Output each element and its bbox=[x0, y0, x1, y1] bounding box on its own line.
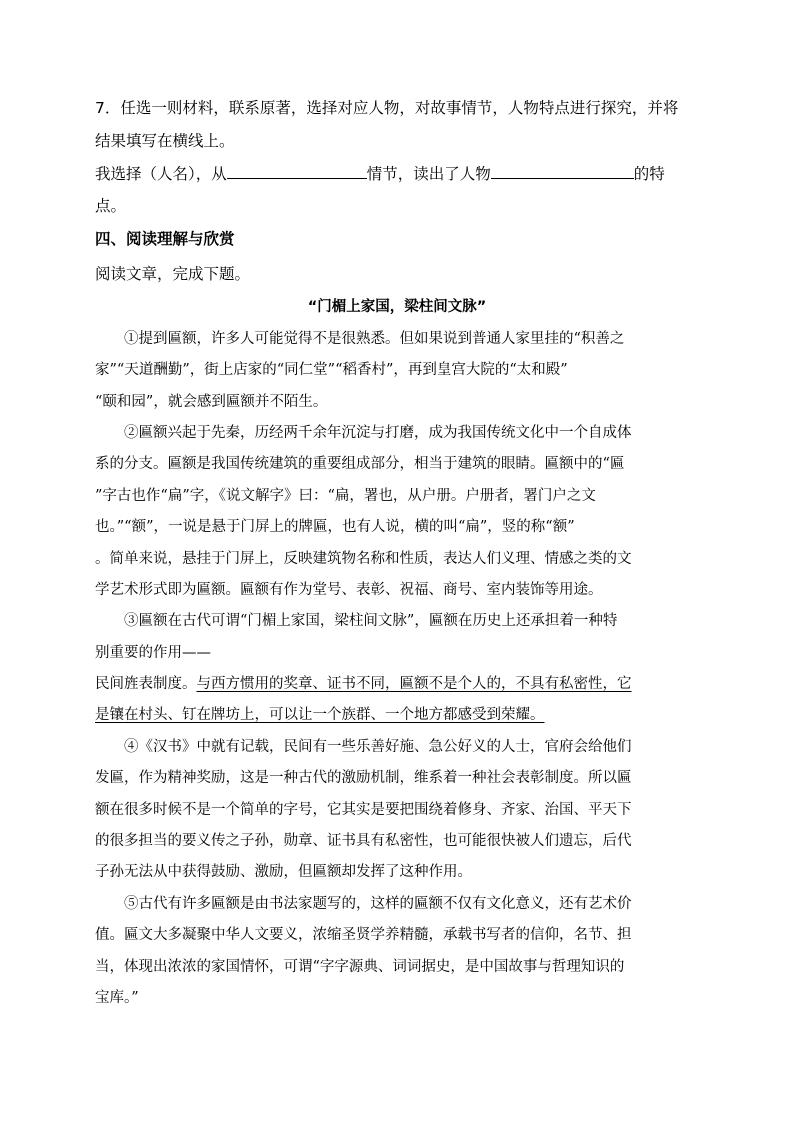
answer-middle: 情节，读出了人物 bbox=[366, 165, 491, 183]
paragraph-line: ③匾额在古代可谓“门楣上家国，梁柱间文脉”，匾额在历史上还承担着一种特 bbox=[124, 613, 618, 629]
trait-blank[interactable] bbox=[491, 162, 634, 179]
paragraph-line: 发匾，作为精神奖励，这是一种古代的激励机制，维系着一种社会表彰制度。所以匾 bbox=[95, 770, 632, 786]
article-title: “门楣上家国，梁柱间文脉” bbox=[307, 299, 487, 315]
paragraph-line: ④《汉书》中就有记载，民间有一些乐善好施、急公好义的人士，官府会给他们 bbox=[124, 739, 632, 755]
answer-suffix: 的特 bbox=[633, 165, 665, 183]
paragraph-line: 宝库。” bbox=[95, 990, 139, 1006]
underlined-text: 与西方惯用的奖章、证书不同，匾额不是个人的，不具有私密性，它 bbox=[196, 676, 632, 692]
paragraph-line: 系的分支。匾额是我国传统建筑的重要组成部分，相当于建筑的眼睛。匾额中的“匾 bbox=[95, 456, 625, 472]
underlined-text: 是镶在村头、钉在牌坊上，可以让一个族群、一个地方都感受到荣耀。 bbox=[95, 707, 545, 723]
paragraph-line: ②匾额兴起于先秦，历经两千余年沉淀与打磨，成为我国传统文化中一个自成体 bbox=[124, 425, 632, 441]
paragraph-line: 的很多担当的要义传之子孙，勋章、证书具有私密性，也可能很快被人们遗忘，后代 bbox=[95, 833, 632, 849]
paragraph-line: 值。匾文大多凝聚中华人文要义，浓缩圣贤学养精髓，承载书写者的信仰，名节、担 bbox=[95, 927, 632, 943]
answer-prefix: 我选择（人名），从 bbox=[95, 165, 227, 183]
paragraph-line: “颐和园”，就会感到匾额并不陌生。 bbox=[95, 394, 328, 410]
paragraph-line: 也。”“额”，一说是悬于门屏上的牌匾，也有人说，横的叫“扁”，竖的称“额” bbox=[95, 519, 575, 535]
question-7-answer-end: 点。 bbox=[95, 197, 127, 215]
paragraph-line: 当，体现出浓浓的家国情怀，可谓“字字源典、词词据史，是中国故事与哲理知识的 bbox=[95, 959, 625, 975]
paragraph-line: ”字古也作“扁”字，《说文解字》曰：“扁，署也，从户册。户册者，署门户之文 bbox=[95, 488, 596, 504]
paragraph-line: ①提到匾额，许多人可能觉得不是很熟悉。但如果说到普通人家里挂的“积善之 bbox=[124, 331, 625, 347]
section-instruction: 阅读文章，完成下题。 bbox=[95, 265, 251, 283]
plot-blank[interactable] bbox=[227, 162, 367, 179]
plain-text: 民间旌表制度。 bbox=[95, 676, 197, 692]
question-7-text-line1: 7．任选一则材料，联系原著，选择对应人物，对故事情节，人物特点进行探究，并将 bbox=[95, 99, 679, 117]
question-7-text-line2: 结果填写在横线上。 bbox=[95, 132, 235, 150]
paragraph-line: ⑤古代有许多匾额是由书法家题写的，这样的匾额不仅有文化意义，还有艺术价 bbox=[124, 896, 632, 912]
paragraph-line: 别重要的作用—— bbox=[95, 645, 211, 661]
question-7-answer-line bbox=[95, 162, 665, 184]
paragraph-line: 家”“天道酬勤”，街上店家的“同仁堂”“稻香村”，再到皇宫大院的“太和殿” bbox=[95, 362, 568, 378]
paragraph-line: 额在很多时候不是一个简单的字号，它其实是要把围绕着修身、齐家、治国、平天下 bbox=[95, 802, 632, 818]
section-heading: 四、阅读理解与欣赏 bbox=[95, 230, 235, 248]
paragraph-line: 子孙无法从中获得鼓励、激励，但匾额却发挥了这种作用。 bbox=[95, 864, 472, 880]
paragraph-line: 。简单来说，悬挂于门屏上，反映建筑物名称和性质，表达人们义理、情感之类的文 bbox=[95, 551, 632, 567]
paragraph-line bbox=[95, 672, 632, 693]
paragraph-line: 学艺术形式即为匾额。匾额有作为堂号、表彰、祝福、商号、室内装饰等用途。 bbox=[95, 582, 603, 598]
